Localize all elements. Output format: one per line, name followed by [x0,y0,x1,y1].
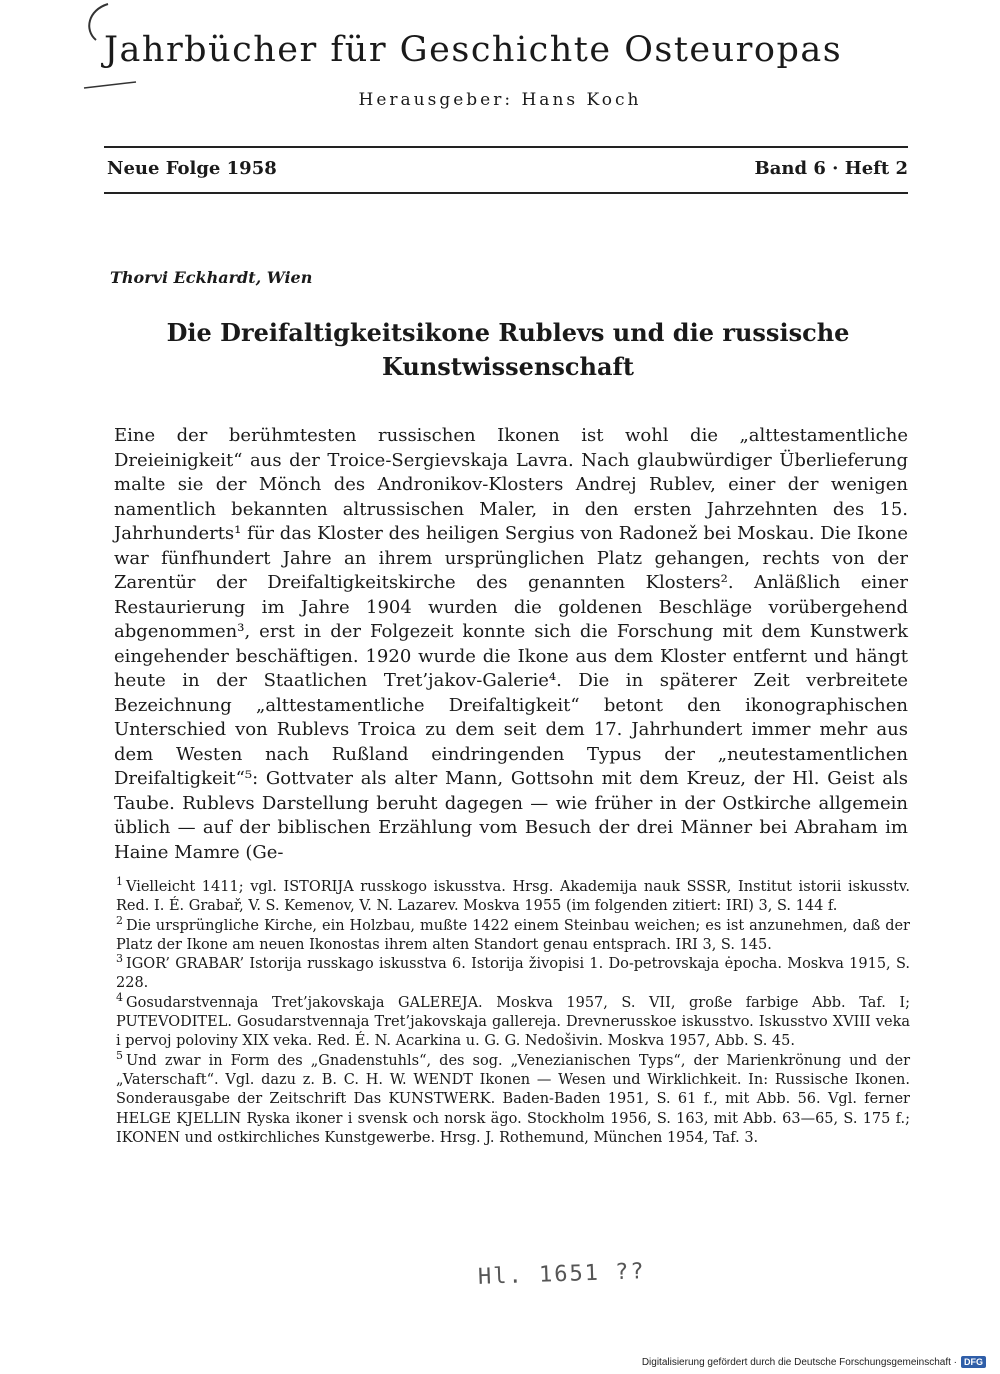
footnote-1 [116,875,910,917]
header-rule-top [104,146,908,148]
library-signature-stamp: Hl. 1651 ?? [477,1259,647,1290]
credit-text: Digitalisierung gefördert durch die Deutsche Forschungsgemeinschaft · [641,1356,957,1368]
footnote-text: Vielleicht 1411; vgl. ISTORIJA russkogo iskusstva. Hrsg. Akademija nauk SSSR, Institut istorii iskusstv. Red. I. É. Grabař, V. S. Kemenov, V. N. Lazarev. Moskva 1955 (im folgenden zitiert: IRI) 3, S. 144 f. [116,879,910,915]
header-rule-bottom [104,192,908,194]
footnote-3 [116,952,910,994]
volume-issue: Band 6 · Heft 2 [754,158,908,179]
journal-title: Jahrbücher für Geschichte Osteuropas [104,30,843,70]
footnote-text: Die ursprüngliche Kirche, ein Holzbau, mußte 1422 einem Steinbau weichen; es ist anzunehmen, daß der Platz der Ikone am neuen Ikonostas ihrem alten Standort genau entsprach. IRI 3, S. 145. [116,917,910,953]
article-title-line-1: Die Dreifaltigkeitsikone Rublevs und die russische [166,318,850,347]
article-title-line-2: Kunstwissenschaft [382,352,634,381]
article-author: Thorvi Eckhardt, Wien [110,268,313,287]
footnote-number: 4 [116,990,123,1004]
footnote-number: 5 [116,1048,123,1062]
digitization-credit [642,1356,986,1368]
footnote-4 [116,990,910,1052]
article-body [114,424,908,865]
footnote-2 [116,913,910,956]
footnote-number: 3 [116,952,123,966]
dfg-logo-icon: DFG [961,1356,986,1368]
footnote-text: Gosudarstvennaja Tret’jakovskaja GALEREJA. Moskva 1957, S. VII, große farbige Abb. Taf. I; PUTEVODITEL. Gosudarstvennaja Tret’jakovskaja gallereja. Drevnerusskoe iskusstvo. Iskusstvo XVIII veka i pervoj poloviny XIX veka. Red. É. N. Acarkina u. G. G. Nedošivin. Moskva 1957, Abb. S. 45. [116,994,910,1050]
footnote-text: Und zwar in Form des „Gnadenstuhls“, des sog. „Venezianischen Typs“, der Marienkrönung und der „Vaterschaft“. Vgl. dazu z. B. C. H. W. WENDT Ikonen — Wesen und Wirklichkeit. In: Russische Ikonen. Sonderausgabe der Zeitschrift Das KUNSTWERK. Baden-Baden 1951, S. 61 f., mit Abb. 56. Vgl. ferner HELGE KJELLIN Ryska ikoner i svensk och norsk ägo. Stockholm 1956, S. 163, mit Abb. 63—65, S. 175 f.; IKONEN und ostkirchliches Kunstgewerbe. Hrsg. J. Rothemund, München 1954, Taf. 3. [116,1052,910,1146]
journal-editor: Herausgeber: Hans Koch [358,90,642,110]
footnote-5 [116,1048,910,1148]
body-paragraph: Eine der berühmtesten russischen Ikonen ist wohl die „alttestamentliche Dreieinigkeit“ aus der Troice-Sergievskaja Lavra. Nach glaubwürdiger Überlieferung malte sie der Mönch des Andronikov-Klosters Andrej Rublev, einer der wenigen namentlich bekannten altrussischen Maler, in den ersten Jahrzehnten des 15. Jahrhunderts¹ für das Kloster des heiligen Sergius von Radonež bei Moskau. Die Ikone war fünfhundert Jahre an ihrem ursprünglichen Platz gehangen, rechts von der Zarentür der Dreifaltigkeitskirche des genannten Klosters². Anläßlich einer Restaurierung im Jahre 1904 wurden die goldenen Beschläge vorübergehend abgenommen³, erst in der Folgezeit konnte sich die Forschung mit dem Kunstwerk eingehender beschäftigen. 1920 wurde die Ikone aus dem Kloster entfernt und hängt heute in der Staatlichen Tret’jakov-Galerie⁴. Die in späterer Zeit verbreitete Bezeichnung „alttestamentliche Dreifaltigkeit“ betont den ikonographischen Unterschied von Rublevs Troica zu dem seit dem 17. Jahrhundert immer mehr aus dem Westen nach Rußland eindringenden Typus der „neutestamentlichen Dreifaltigkeit“⁵: Gottvater als alter Mann, Gottsohn mit dem Kreuz, der Hl. Geist als Taube. Rublevs Darstellung beruht dagegen — wie früher in der Ostkirche allgemein üblich — auf der biblischen Erzählung vom Besuch der drei Männer bei Abraham im Haine Mamre (Ge- [114,425,908,863]
footnote-text: IGOR’ GRABAR’ Istorija russkago iskusstva 6. Istorija živopisi 1. Do-petrovskaja ėpocha. Moskva 1915, S. 228. [116,956,910,992]
footnote-number: 2 [116,913,123,927]
footnotes [116,875,910,1148]
footnote-number: 1 [116,875,123,889]
series-year: Neue Folge 1958 [107,158,277,179]
article-title [100,316,916,384]
